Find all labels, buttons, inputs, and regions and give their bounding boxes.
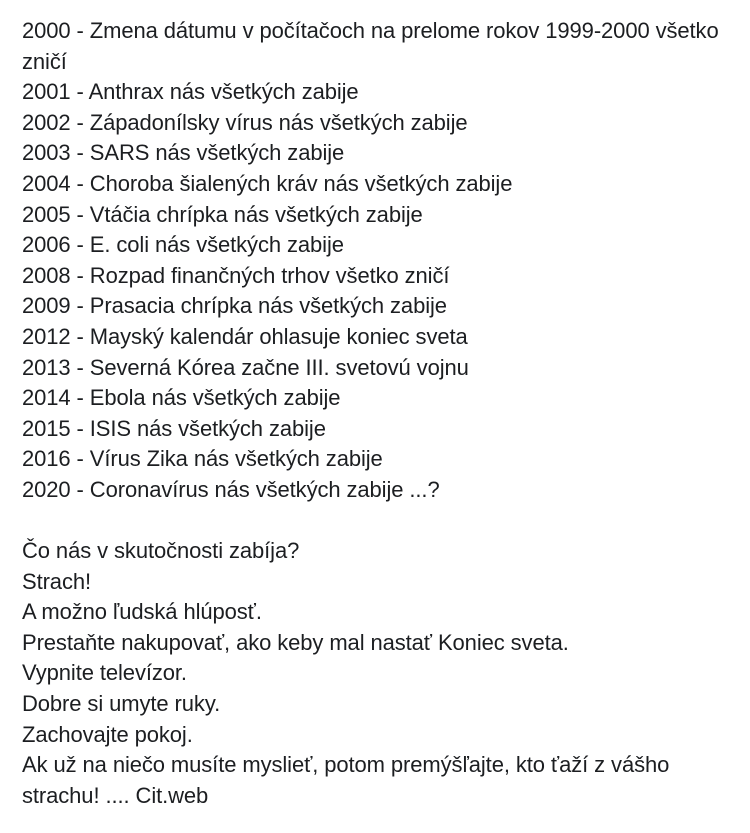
closing-line: Prestaňte nakupovať, ako keby mal nastať Koniec sveta. (22, 629, 569, 655)
timeline-item: 2001 - Anthrax nás všetkých zabije (22, 79, 359, 105)
closing-line: Vypnite televízor. (22, 660, 187, 686)
closing-line: Zachovajte pokoj. (22, 721, 193, 747)
closing-line: Strach! (22, 568, 91, 594)
timeline-item: 2015 - ISIS nás všetkých zabije (22, 415, 326, 441)
timeline-item: 2004 - Choroba šialených kráv nás všetkých zabije (22, 170, 513, 196)
closing-question: Čo nás v skutočnosti zabíja? (22, 538, 300, 564)
timeline-item: 2014 - Ebola nás všetkých zabije (22, 385, 341, 411)
closing-paragraph (22, 536, 737, 811)
timeline-item: 2003 - SARS nás všetkých zabije (22, 140, 345, 166)
paragraph-break (22, 506, 737, 537)
timeline-list (22, 16, 737, 506)
timeline-item: 2002 - Západonílsky vírus nás všetkých zabije (22, 109, 468, 135)
timeline-item: 2006 - E. coli nás všetkých zabije (22, 232, 344, 258)
closing-line: Ak už na niečo musíte myslieť, potom premýšľajte, kto ťaží z vášho strachu! .... Cit.web (22, 752, 670, 808)
timeline-item: 2008 - Rozpad finančných trhov všetko zničí (22, 262, 450, 288)
timeline-item: 2000 - Zmena dátumu v počítačoch na prelome rokov 1999-2000 všetko zničí (22, 18, 719, 74)
post-text (22, 16, 737, 811)
timeline-item: 2005 - Vtáčia chrípka nás všetkých zabije (22, 201, 423, 227)
closing-line: Dobre si umyte ruky. (22, 691, 221, 717)
timeline-item: 2009 - Prasacia chrípka nás všetkých zabije (22, 293, 447, 319)
timeline-item: 2012 - Mayský kalendár ohlasuje koniec sveta (22, 323, 468, 349)
timeline-item: 2013 - Severná Kórea začne III. svetovú vojnu (22, 354, 469, 380)
timeline-item: 2020 - Coronavírus nás všetkých zabije ...? (22, 476, 440, 502)
closing-line: A možno ľudská hlúposť. (22, 599, 262, 625)
timeline-item: 2016 - Vírus Zika nás všetkých zabije (22, 446, 383, 472)
